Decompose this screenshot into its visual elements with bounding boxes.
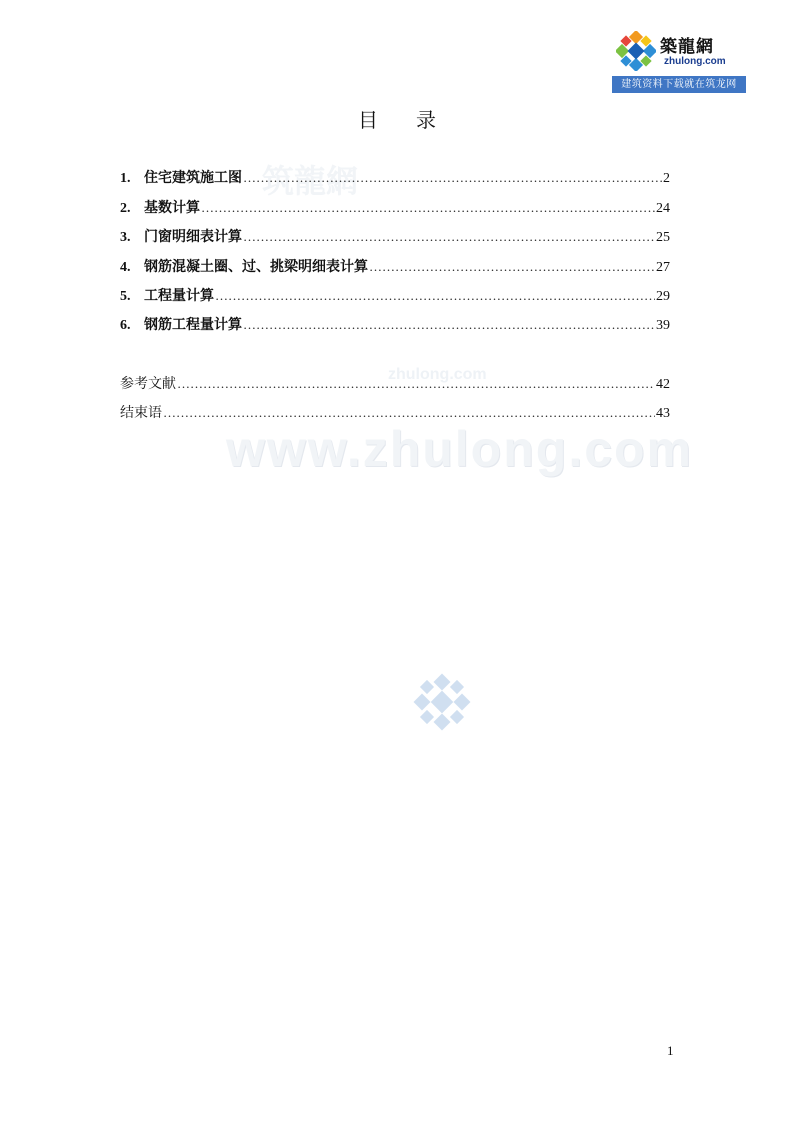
toc-entry[interactable] xyxy=(120,256,670,276)
title-char-2: 录 xyxy=(416,108,436,132)
toc-entry-label: 门窗明细表计算 xyxy=(144,229,242,245)
toc-entry-page: 27 xyxy=(656,260,670,275)
watermark-flake-icon xyxy=(412,672,472,732)
page-number: 1 xyxy=(667,1043,674,1058)
toc-entry-page: 29 xyxy=(656,289,670,304)
watermark-small: zhulong.com xyxy=(388,366,487,383)
toc-entry-label: 钢筋工程量计算 xyxy=(144,317,242,333)
toc-entry-label: 参考文献 xyxy=(120,376,176,392)
toc-entry-number: 5. xyxy=(120,289,131,304)
logo-slogan: 建筑资料下载就在筑龙网 xyxy=(612,76,746,93)
toc-entry-leader xyxy=(243,317,655,333)
toc-entry-label: 工程量计算 xyxy=(144,288,214,304)
toc-entry-leader xyxy=(243,229,655,245)
toc-entry-conclusion[interactable] xyxy=(120,402,670,422)
toc-entry-leader xyxy=(163,405,655,421)
toc-entry-number: 1. xyxy=(120,171,131,186)
toc-entry-label: 住宅建筑施工图 xyxy=(144,170,242,186)
toc-entry-page: 42 xyxy=(656,377,670,392)
toc-entry-leader xyxy=(369,259,655,275)
toc-entry-number: 6. xyxy=(120,318,131,333)
toc-entry-references[interactable] xyxy=(120,373,670,393)
zhulong-logo xyxy=(612,29,746,93)
toc-entry-page: 24 xyxy=(656,201,670,216)
toc-entry-leader xyxy=(243,170,662,186)
logo-name-cn: 築龍網 xyxy=(660,37,714,57)
toc-entry-page: 39 xyxy=(656,318,670,333)
toc-entry-number: 2. xyxy=(120,201,131,216)
toc-entry[interactable] xyxy=(120,314,670,334)
logo-top xyxy=(612,29,746,75)
logo-name-en: zhulong.com xyxy=(664,56,726,67)
toc-entry-page: 43 xyxy=(656,406,670,421)
toc-entry-number: 4. xyxy=(120,260,131,275)
toc-entry[interactable] xyxy=(120,285,670,305)
toc-entry-label: 基数计算 xyxy=(144,200,200,216)
toc-entry-leader xyxy=(215,288,655,304)
watermark-brand: 筑龍網 xyxy=(262,162,359,200)
toc-entry-leader xyxy=(177,376,655,392)
toc-entry-number: 3. xyxy=(120,230,131,245)
toc-entry-label: 钢筋混凝土圈、过、挑梁明细表计算 xyxy=(144,259,368,275)
logo-mark-icon xyxy=(616,31,656,71)
page-title xyxy=(0,104,794,133)
toc-entry[interactable] xyxy=(120,167,670,187)
toc-entry-label: 结束语 xyxy=(120,405,162,421)
toc-entry[interactable] xyxy=(120,197,670,217)
watermark-large: www.zhulong.com xyxy=(226,421,694,477)
toc-entry[interactable] xyxy=(120,226,670,246)
title-char-1: 目 xyxy=(358,108,378,132)
toc-entry-leader xyxy=(201,200,655,216)
toc-entry-page: 2 xyxy=(663,171,670,186)
toc-entry-page: 25 xyxy=(656,230,670,245)
